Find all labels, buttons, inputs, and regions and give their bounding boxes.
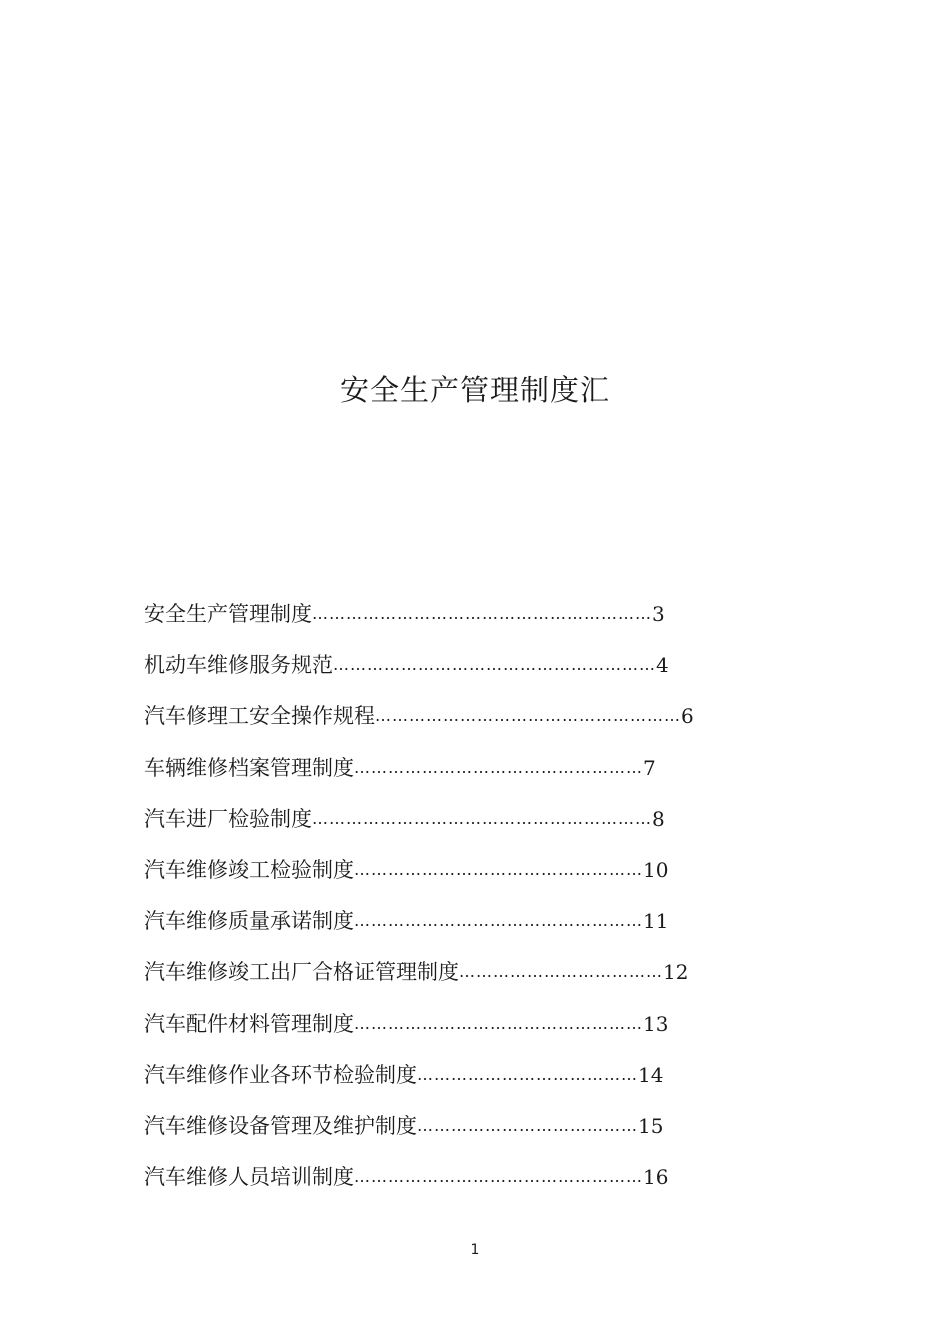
toc-entry-page: 16 [643, 1165, 669, 1190]
toc-entry-page: 12 [663, 960, 689, 985]
toc-entry[interactable] [144, 1004, 764, 1055]
toc-entry-page: 3 [652, 602, 665, 626]
toc-entry-title: 汽车维修竣工出厂合格证管理制度 [144, 960, 459, 985]
toc-entry-title: 汽车维修质量承诺制度 [144, 909, 354, 934]
toc-entry-title: 汽车进厂检验制度 [144, 806, 312, 831]
document-title: 安全生产管理制度汇 [339, 373, 610, 407]
toc-entry-page: 13 [643, 1011, 669, 1036]
toc-entry[interactable] [144, 645, 764, 696]
toc-entry-title: 汽车维修设备管理及维护制度 [144, 1113, 417, 1138]
toc-entry-page: 14 [638, 1062, 664, 1087]
toc-entry-title: 汽车维修作业各环节检验制度 [144, 1062, 417, 1087]
toc-entry[interactable] [144, 594, 764, 645]
toc-entry-title: 汽车修理工安全操作规程 [144, 704, 375, 729]
page-number: 1 [470, 1242, 480, 1258]
toc-entry[interactable] [144, 799, 764, 850]
toc-entry-title: 汽车维修竣工检验制度 [144, 857, 354, 882]
toc-entry[interactable] [144, 1055, 764, 1106]
toc-entry[interactable] [144, 952, 764, 1003]
toc-entry-leader: …………………………………………… [354, 1013, 643, 1033]
toc-entry-leader: …………………………………………………… [312, 604, 652, 623]
toc-entry-leader: ………………………………………………… [333, 655, 656, 675]
toc-entry-page: 6 [681, 704, 694, 729]
toc-entry[interactable] [144, 696, 764, 747]
table-of-contents [144, 594, 764, 1208]
toc-entry-title: 机动车维修服务规范 [144, 653, 333, 678]
toc-entry-leader: …………………………………………… [354, 911, 643, 931]
toc-entry[interactable] [144, 850, 764, 901]
toc-entry-title: 安全生产管理制度 [144, 602, 312, 626]
toc-entry[interactable] [144, 1157, 764, 1208]
toc-entry-leader: ………………………………… [417, 1115, 638, 1135]
toc-entry-page: 8 [652, 806, 665, 831]
toc-entry-page: 11 [643, 909, 669, 934]
toc-entry[interactable] [144, 1106, 764, 1157]
toc-entry-title: 汽车配件材料管理制度 [144, 1011, 354, 1036]
toc-entry-title: 车辆维修档案管理制度 [144, 755, 354, 780]
toc-entry-leader: …………………………………………… [354, 1167, 643, 1187]
toc-entry-title: 汽车维修人员培训制度 [144, 1165, 354, 1190]
toc-entry-page: 15 [638, 1113, 664, 1138]
toc-entry[interactable] [144, 901, 764, 952]
toc-entry-leader: ……………………………… [459, 962, 663, 982]
toc-entry-leader: …………………………………………… [354, 859, 643, 879]
toc-entry[interactable] [144, 748, 764, 799]
toc-entry-page: 4 [656, 653, 669, 678]
toc-entry-page: 10 [643, 857, 669, 882]
toc-entry-leader: ……………………………………………… [375, 706, 681, 726]
toc-entry-page: 7 [643, 755, 656, 780]
toc-entry-leader: ………………………………… [417, 1064, 638, 1084]
toc-entry-leader: …………………………………………………… [312, 808, 652, 828]
toc-entry-leader: …………………………………………… [354, 757, 643, 777]
